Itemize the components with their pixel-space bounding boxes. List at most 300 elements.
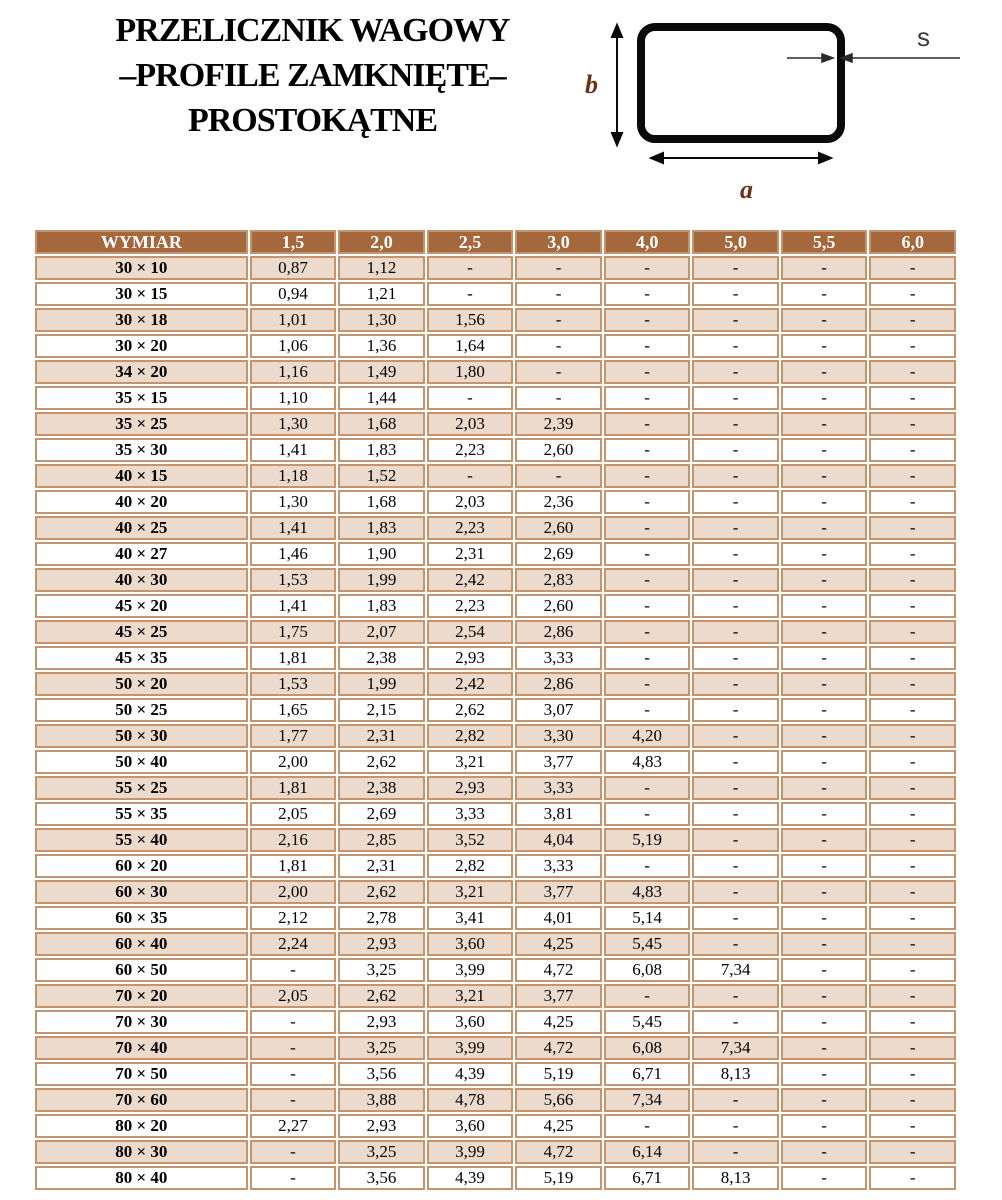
weight-cell: 4,25 (515, 1114, 602, 1138)
weight-cell: - (781, 490, 868, 514)
table-body (35, 256, 956, 1190)
weight-cell: - (781, 282, 868, 306)
weight-cell: - (515, 386, 602, 410)
weight-cell: 2,93 (427, 646, 514, 670)
weight-cell: 1,06 (250, 334, 337, 358)
weight-cell: - (781, 1036, 868, 1060)
weight-cell: - (869, 906, 956, 930)
dimension-cell: 50 × 20 (35, 672, 248, 696)
dimension-cell: 50 × 30 (35, 724, 248, 748)
weight-cell: - (604, 1114, 691, 1138)
weight-cell: 1,64 (427, 334, 514, 358)
weight-cell: - (869, 1114, 956, 1138)
weight-cell: 1,81 (250, 646, 337, 670)
weight-cell: 2,24 (250, 932, 337, 956)
weight-cell: - (692, 750, 779, 774)
weight-cell: - (869, 1010, 956, 1034)
weight-cell: - (781, 646, 868, 670)
weight-cell: - (781, 542, 868, 566)
weight-cell: - (869, 1140, 956, 1164)
table-row (35, 802, 956, 826)
weight-cell: - (427, 256, 514, 280)
weight-cell: 2,16 (250, 828, 337, 852)
weight-cell: - (692, 646, 779, 670)
weight-cell: - (692, 568, 779, 592)
dimension-cell: 60 × 20 (35, 854, 248, 878)
table-row (35, 412, 956, 436)
weight-cell: - (781, 620, 868, 644)
weight-cell: 3,88 (338, 1088, 425, 1112)
weight-cell: 2,85 (338, 828, 425, 852)
weight-cell: 2,05 (250, 802, 337, 826)
weight-cell: - (869, 282, 956, 306)
table-row (35, 1062, 956, 1086)
weight-cell: - (781, 438, 868, 462)
weight-cell: 1,49 (338, 360, 425, 384)
weight-cell: - (781, 854, 868, 878)
dimension-cell: 55 × 40 (35, 828, 248, 852)
weight-cell: - (604, 984, 691, 1008)
weight-cell: 2,00 (250, 750, 337, 774)
weight-cell: 2,23 (427, 594, 514, 618)
weight-cell: - (250, 1062, 337, 1086)
weight-cell: 1,81 (250, 854, 337, 878)
weight-cell: 7,34 (692, 958, 779, 982)
weight-cell: 1,41 (250, 438, 337, 462)
weight-cell: - (692, 932, 779, 956)
dimension-cell: 55 × 25 (35, 776, 248, 800)
weight-cell: - (604, 776, 691, 800)
profile-cross-section-diagram (565, 0, 1002, 215)
weight-cell: - (604, 672, 691, 696)
dimension-cell: 70 × 20 (35, 984, 248, 1008)
weight-cell: - (869, 516, 956, 540)
weight-cell: - (692, 438, 779, 462)
weight-cell: 3,99 (427, 958, 514, 982)
weight-cell: - (781, 256, 868, 280)
weight-cell: - (869, 412, 956, 436)
weight-cell: - (781, 880, 868, 904)
weight-cell: - (781, 594, 868, 618)
weight-cell: 0,87 (250, 256, 337, 280)
dimension-cell: 30 × 15 (35, 282, 248, 306)
weight-cell: 5,66 (515, 1088, 602, 1112)
table-row (35, 256, 956, 280)
weight-cell: 2,83 (515, 568, 602, 592)
weight-cell: 3,60 (427, 1010, 514, 1034)
weight-cell: - (692, 490, 779, 514)
weight-cell: 2,93 (338, 1114, 425, 1138)
weight-cell: 1,53 (250, 568, 337, 592)
weight-cell: - (781, 828, 868, 852)
weight-cell: - (604, 698, 691, 722)
weight-cell: - (781, 698, 868, 722)
weight-cell: - (604, 490, 691, 514)
weight-cell: 4,01 (515, 906, 602, 930)
dimension-cell: 60 × 50 (35, 958, 248, 982)
title-line-2: –PROFILE ZAMKNIĘTE– (119, 57, 506, 94)
weight-cell: - (869, 620, 956, 644)
weight-cell: 2,38 (338, 646, 425, 670)
weight-cell: - (869, 438, 956, 462)
weight-cell: 4,25 (515, 932, 602, 956)
dimension-cell: 70 × 60 (35, 1088, 248, 1112)
weight-cell: 2,00 (250, 880, 337, 904)
table-row (35, 906, 956, 930)
profile-outline (641, 27, 841, 139)
weight-cell: - (869, 1166, 956, 1190)
weight-cell: 1,65 (250, 698, 337, 722)
weight-cell: 1,77 (250, 724, 337, 748)
weight-cell: - (604, 386, 691, 410)
weight-cell: - (515, 464, 602, 488)
weight-cell: 1,53 (250, 672, 337, 696)
weight-cell: 2,78 (338, 906, 425, 930)
dimension-cell: 70 × 40 (35, 1036, 248, 1060)
weight-cell: 5,19 (515, 1166, 602, 1190)
table-row (35, 880, 956, 904)
weight-cell: - (604, 542, 691, 566)
dimension-cell: 70 × 30 (35, 1010, 248, 1034)
weight-cell: 3,33 (515, 854, 602, 878)
weight-cell: 3,07 (515, 698, 602, 722)
weight-cell: 3,99 (427, 1036, 514, 1060)
weight-cell: 1,83 (338, 516, 425, 540)
weight-cell: - (781, 334, 868, 358)
dimension-label-a: a (740, 175, 753, 204)
weight-cell: - (604, 334, 691, 358)
weight-cell: - (515, 282, 602, 306)
weight-cell: - (692, 776, 779, 800)
table-row (35, 776, 956, 800)
table-row (35, 958, 956, 982)
dimension-cell: 30 × 20 (35, 334, 248, 358)
weight-cell: 2,62 (338, 984, 425, 1008)
table-row (35, 490, 956, 514)
weight-cell: 0,94 (250, 282, 337, 306)
weight-cell: - (781, 568, 868, 592)
weight-cell: - (869, 646, 956, 670)
weight-cell: 6,14 (604, 1140, 691, 1164)
weight-cell: - (869, 854, 956, 878)
weight-cell: 3,30 (515, 724, 602, 748)
table-row (35, 594, 956, 618)
weight-cell: 1,75 (250, 620, 337, 644)
weight-cell: - (869, 880, 956, 904)
weight-cell: - (869, 490, 956, 514)
dimension-cell: 50 × 25 (35, 698, 248, 722)
weight-cell: 1,36 (338, 334, 425, 358)
dimension-cell: 35 × 15 (35, 386, 248, 410)
dimension-cell: 40 × 15 (35, 464, 248, 488)
weight-cell: - (781, 906, 868, 930)
weight-cell: - (604, 854, 691, 878)
weight-cell: 1,80 (427, 360, 514, 384)
dimension-cell: 40 × 30 (35, 568, 248, 592)
table-row (35, 620, 956, 644)
weight-cell: 4,83 (604, 880, 691, 904)
weight-cell: - (604, 282, 691, 306)
weight-cell: - (781, 1088, 868, 1112)
weight-cell: - (692, 308, 779, 332)
table-row (35, 334, 956, 358)
weight-cell: - (781, 724, 868, 748)
table-row (35, 672, 956, 696)
weight-cell: 2,23 (427, 516, 514, 540)
weight-cell: 3,25 (338, 1036, 425, 1060)
weight-cell: 4,20 (604, 724, 691, 748)
weight-cell: 1,41 (250, 594, 337, 618)
weight-cell: 1,99 (338, 672, 425, 696)
weight-cell: 3,60 (427, 932, 514, 956)
weight-cell: - (781, 958, 868, 982)
weight-cell: 3,81 (515, 802, 602, 826)
weight-cell: - (869, 1062, 956, 1086)
weight-cell: - (869, 568, 956, 592)
table-row (35, 438, 956, 462)
weight-cell: - (604, 438, 691, 462)
weight-cell: 3,60 (427, 1114, 514, 1138)
weight-cell: - (692, 334, 779, 358)
weight-cell: 2,86 (515, 620, 602, 644)
table-row (35, 1114, 956, 1138)
column-header-thickness: 2,0 (338, 230, 425, 254)
weight-cell: 3,33 (427, 802, 514, 826)
weight-cell: 3,21 (427, 880, 514, 904)
weight-cell: - (781, 1140, 868, 1164)
weight-cell: - (250, 1036, 337, 1060)
dimension-cell: 80 × 30 (35, 1140, 248, 1164)
title-line-1: PRZELICZNIK WAGOWY (115, 12, 510, 49)
weight-cell: - (781, 802, 868, 826)
weight-cell: 1,30 (250, 490, 337, 514)
weight-cell: - (692, 854, 779, 878)
dimension-cell: 50 × 40 (35, 750, 248, 774)
weight-cell: - (692, 698, 779, 722)
weight-cell: - (515, 256, 602, 280)
weight-cell: 2,31 (338, 724, 425, 748)
table-row (35, 568, 956, 592)
weight-cell: - (515, 334, 602, 358)
weight-cell: 3,21 (427, 750, 514, 774)
weight-cell: 1,68 (338, 490, 425, 514)
weight-cell: - (515, 308, 602, 332)
weight-cell: 8,13 (692, 1166, 779, 1190)
table-row (35, 1088, 956, 1112)
weight-cell: - (427, 386, 514, 410)
weight-cell: 4,04 (515, 828, 602, 852)
dimension-cell: 35 × 30 (35, 438, 248, 462)
weight-cell: 4,72 (515, 1140, 602, 1164)
dimension-cell: 80 × 40 (35, 1166, 248, 1190)
weight-cell: - (869, 672, 956, 696)
weight-cell: - (692, 1010, 779, 1034)
weight-cell: - (604, 568, 691, 592)
weight-cell: 1,18 (250, 464, 337, 488)
weight-cell: - (692, 282, 779, 306)
weight-cell: 3,77 (515, 750, 602, 774)
dimension-cell: 60 × 40 (35, 932, 248, 956)
weight-cell: - (781, 932, 868, 956)
weight-cell: 5,19 (515, 1062, 602, 1086)
weight-cell: - (692, 412, 779, 436)
page-title (75, 8, 550, 143)
table-row (35, 750, 956, 774)
weight-cell: 7,34 (604, 1088, 691, 1112)
weight-cell: - (869, 256, 956, 280)
weight-cell: - (781, 1010, 868, 1034)
weight-cell: 2,42 (427, 568, 514, 592)
dimension-cell: 80 × 20 (35, 1114, 248, 1138)
weight-cell: - (692, 724, 779, 748)
table-row (35, 828, 956, 852)
weight-cell: - (869, 724, 956, 748)
weight-cell: 6,71 (604, 1166, 691, 1190)
weight-cell: - (781, 1166, 868, 1190)
weight-cell: 3,56 (338, 1166, 425, 1190)
weight-cell: - (250, 1010, 337, 1034)
weight-cell: 1,52 (338, 464, 425, 488)
weight-cell: 4,83 (604, 750, 691, 774)
weight-cell: - (604, 360, 691, 384)
weight-cell: 4,39 (427, 1062, 514, 1086)
weight-cell: - (869, 334, 956, 358)
weight-cell: - (869, 308, 956, 332)
weight-cell: 1,12 (338, 256, 425, 280)
weight-cell: - (869, 984, 956, 1008)
column-header-thickness: 3,0 (515, 230, 602, 254)
weight-cell: 4,39 (427, 1166, 514, 1190)
weight-cell: - (692, 906, 779, 930)
weight-cell: - (692, 672, 779, 696)
weight-cell: - (604, 516, 691, 540)
table-row (35, 1140, 956, 1164)
weight-cell: 3,33 (515, 646, 602, 670)
weight-cell: - (692, 620, 779, 644)
weight-cell: 3,52 (427, 828, 514, 852)
weight-cell: - (692, 984, 779, 1008)
column-header-thickness: 4,0 (604, 230, 691, 254)
header-row (35, 230, 956, 254)
weight-cell: 1,56 (427, 308, 514, 332)
table-row (35, 1010, 956, 1034)
weight-cell: 2,36 (515, 490, 602, 514)
weight-cell: 3,41 (427, 906, 514, 930)
weight-cell: - (869, 802, 956, 826)
weight-cell: - (604, 308, 691, 332)
dimension-cell: 60 × 35 (35, 906, 248, 930)
weight-cell: 2,07 (338, 620, 425, 644)
weight-cell: 2,93 (338, 1010, 425, 1034)
table-row (35, 698, 956, 722)
dimension-cell: 45 × 35 (35, 646, 248, 670)
weight-cell: - (692, 360, 779, 384)
weight-cell: 2,05 (250, 984, 337, 1008)
weight-cell: - (869, 360, 956, 384)
weight-cell: 5,19 (604, 828, 691, 852)
weight-cell: - (781, 386, 868, 410)
dimension-cell: 40 × 25 (35, 516, 248, 540)
weight-cell: 1,46 (250, 542, 337, 566)
column-header-thickness: 5,5 (781, 230, 868, 254)
weight-cell: 1,30 (338, 308, 425, 332)
weight-cell: 1,68 (338, 412, 425, 436)
column-header-thickness: 5,0 (692, 230, 779, 254)
weight-cell: - (869, 1036, 956, 1060)
weight-cell: - (781, 308, 868, 332)
weight-cell: 1,21 (338, 282, 425, 306)
weight-cell: 2,15 (338, 698, 425, 722)
weight-cell: 2,39 (515, 412, 602, 436)
dimension-cell: 45 × 25 (35, 620, 248, 644)
weight-cell: - (250, 1166, 337, 1190)
weight-cell: 3,56 (338, 1062, 425, 1086)
weight-cell: - (692, 516, 779, 540)
weight-cell: - (692, 256, 779, 280)
weight-cell: 2,86 (515, 672, 602, 696)
weight-cell: - (692, 386, 779, 410)
dimension-cell: 45 × 20 (35, 594, 248, 618)
weight-cell: - (692, 828, 779, 852)
table-row (35, 542, 956, 566)
weight-cell: - (427, 282, 514, 306)
dimension-cell: 30 × 18 (35, 308, 248, 332)
table-row (35, 386, 956, 410)
weight-cell: 6,08 (604, 958, 691, 982)
weight-cell: 3,77 (515, 880, 602, 904)
weight-cell: 2,69 (515, 542, 602, 566)
weight-cell: 2,82 (427, 854, 514, 878)
weight-cell: 2,82 (427, 724, 514, 748)
dimension-cell: 60 × 30 (35, 880, 248, 904)
weight-cell: 5,45 (604, 1010, 691, 1034)
weight-cell: - (515, 360, 602, 384)
weight-cell: 2,93 (338, 932, 425, 956)
weight-cell: - (781, 1062, 868, 1086)
weight-cell: - (250, 1140, 337, 1164)
weight-cell: 1,30 (250, 412, 337, 436)
weight-cell: 6,71 (604, 1062, 691, 1086)
dimension-cell: 35 × 25 (35, 412, 248, 436)
weight-cell: - (604, 256, 691, 280)
weight-cell: - (869, 1088, 956, 1112)
weight-cell: - (781, 750, 868, 774)
weight-cell: - (250, 958, 337, 982)
weight-cell: 2,60 (515, 516, 602, 540)
weight-cell: 2,54 (427, 620, 514, 644)
weight-cell: - (604, 646, 691, 670)
weight-cell: 2,60 (515, 594, 602, 618)
weight-cell: - (781, 776, 868, 800)
weight-cell: - (781, 360, 868, 384)
weight-cell: 1,90 (338, 542, 425, 566)
weight-cell: 3,21 (427, 984, 514, 1008)
dimension-cell: 30 × 10 (35, 256, 248, 280)
dimension-cell: 40 × 20 (35, 490, 248, 514)
dimension-label-s: s (917, 22, 930, 52)
weight-cell: - (781, 984, 868, 1008)
weight-cell: 2,12 (250, 906, 337, 930)
table-row (35, 464, 956, 488)
table-head (35, 230, 956, 254)
weight-cell: - (692, 542, 779, 566)
weight-cell: - (781, 1114, 868, 1138)
table-row (35, 1036, 956, 1060)
weight-cell: - (869, 828, 956, 852)
weight-cell: 1,83 (338, 438, 425, 462)
weight-cell: 1,83 (338, 594, 425, 618)
weight-cell: 2,23 (427, 438, 514, 462)
